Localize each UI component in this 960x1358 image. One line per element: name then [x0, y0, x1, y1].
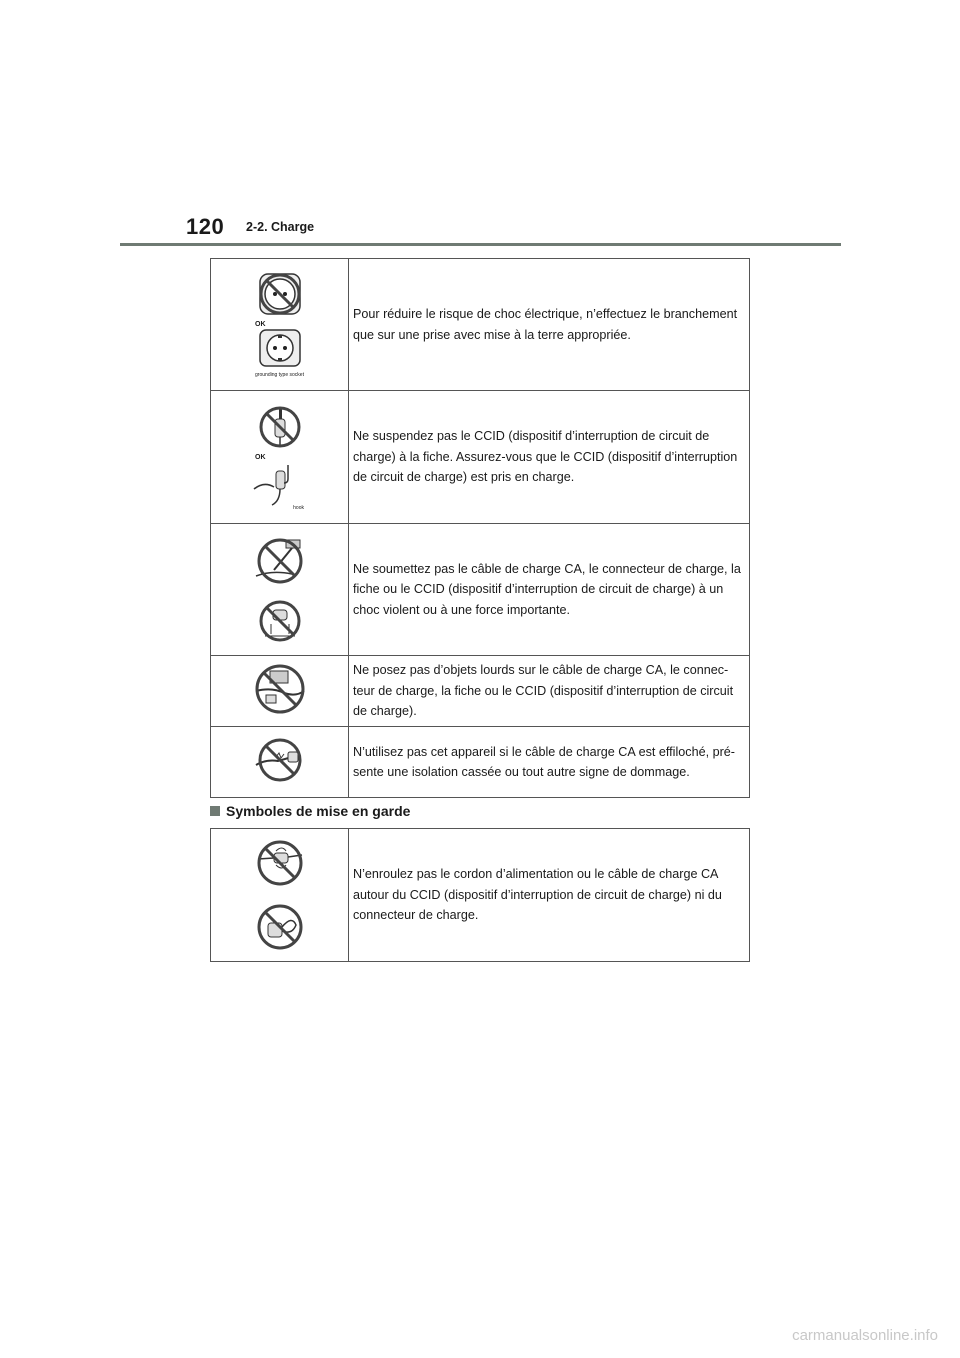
icon-cell	[211, 524, 349, 656]
header-rule	[120, 243, 841, 246]
no-hanging-ccid-icon	[257, 404, 303, 450]
warning-table	[210, 258, 750, 798]
icon-cell	[211, 727, 349, 798]
square-bullet-icon	[210, 806, 220, 816]
ok-label: OK	[255, 453, 266, 461]
warning-text: Ne soumettez pas le câble de charge CA, le connecteur de charge, la fiche ou le CCID (dispositif d’interruption de circuit de charge) à un choc violent ou à une force importante.	[349, 524, 750, 656]
ok-label: OK	[255, 321, 266, 328]
warning-text: N’utilisez pas cet appareil si le câble de charge CA est effiloché, pré-sente une isolation cassée ou tout autre signe de dommage.	[349, 727, 750, 798]
no-drop-icon	[257, 598, 303, 644]
no-damaged-cable-icon	[252, 735, 308, 785]
table-row	[211, 259, 750, 391]
table-row	[211, 524, 750, 656]
grounded-socket-icon	[257, 328, 303, 368]
icon-cell	[211, 656, 349, 727]
socket-caption: grounding type socket	[255, 372, 304, 378]
hook-caption: hook	[293, 504, 304, 511]
section-title: 2-2. Charge	[246, 220, 315, 234]
icon-cell	[211, 829, 349, 962]
no-hammer-impact-icon	[252, 536, 308, 586]
warning-text: Ne posez pas d’objets lourds sur le câble de charge CA, le connec-teur de charge, la fiche ou le CCID (dispositif d’interruption de circuit de charge).	[349, 656, 750, 727]
warning-text: Pour réduire le risque de choc électrique, n’effectuez le branchement que sur une prise avec mise à la terre appropriée.	[349, 259, 750, 391]
table-row	[211, 656, 750, 727]
no-wrap-cord-icon	[254, 837, 306, 889]
no-wrap-connector-icon	[254, 901, 306, 953]
page-number: 120	[186, 214, 225, 239]
table-row	[211, 727, 750, 798]
subheading-text: Symboles de mise en garde	[226, 803, 411, 819]
table-row	[211, 391, 750, 524]
icon-cell	[211, 259, 349, 391]
icon-cell	[211, 391, 349, 524]
ccid-on-hook-icon	[250, 461, 310, 507]
table-row	[211, 829, 750, 962]
subheading	[210, 803, 410, 819]
no-ungrounded-socket-icon	[257, 271, 303, 317]
warning-text: N’enroulez pas le cordon d’alimentation ou le câble de charge CA autour du CCID (dispositif d’interruption de circuit de charge) ni du connecteur de charge.	[349, 829, 750, 962]
watermark: carmanualsonline.info	[792, 1327, 938, 1344]
warning-text: Ne suspendez pas le CCID (dispositif d’interruption de circuit de charge) à la fiche. Assurez-vous que le CCID (dispositif d’interruption de circuit de charge) est pris en charge.	[349, 391, 750, 524]
caution-symbols-table	[210, 828, 750, 962]
no-heavy-objects-icon	[252, 661, 308, 717]
